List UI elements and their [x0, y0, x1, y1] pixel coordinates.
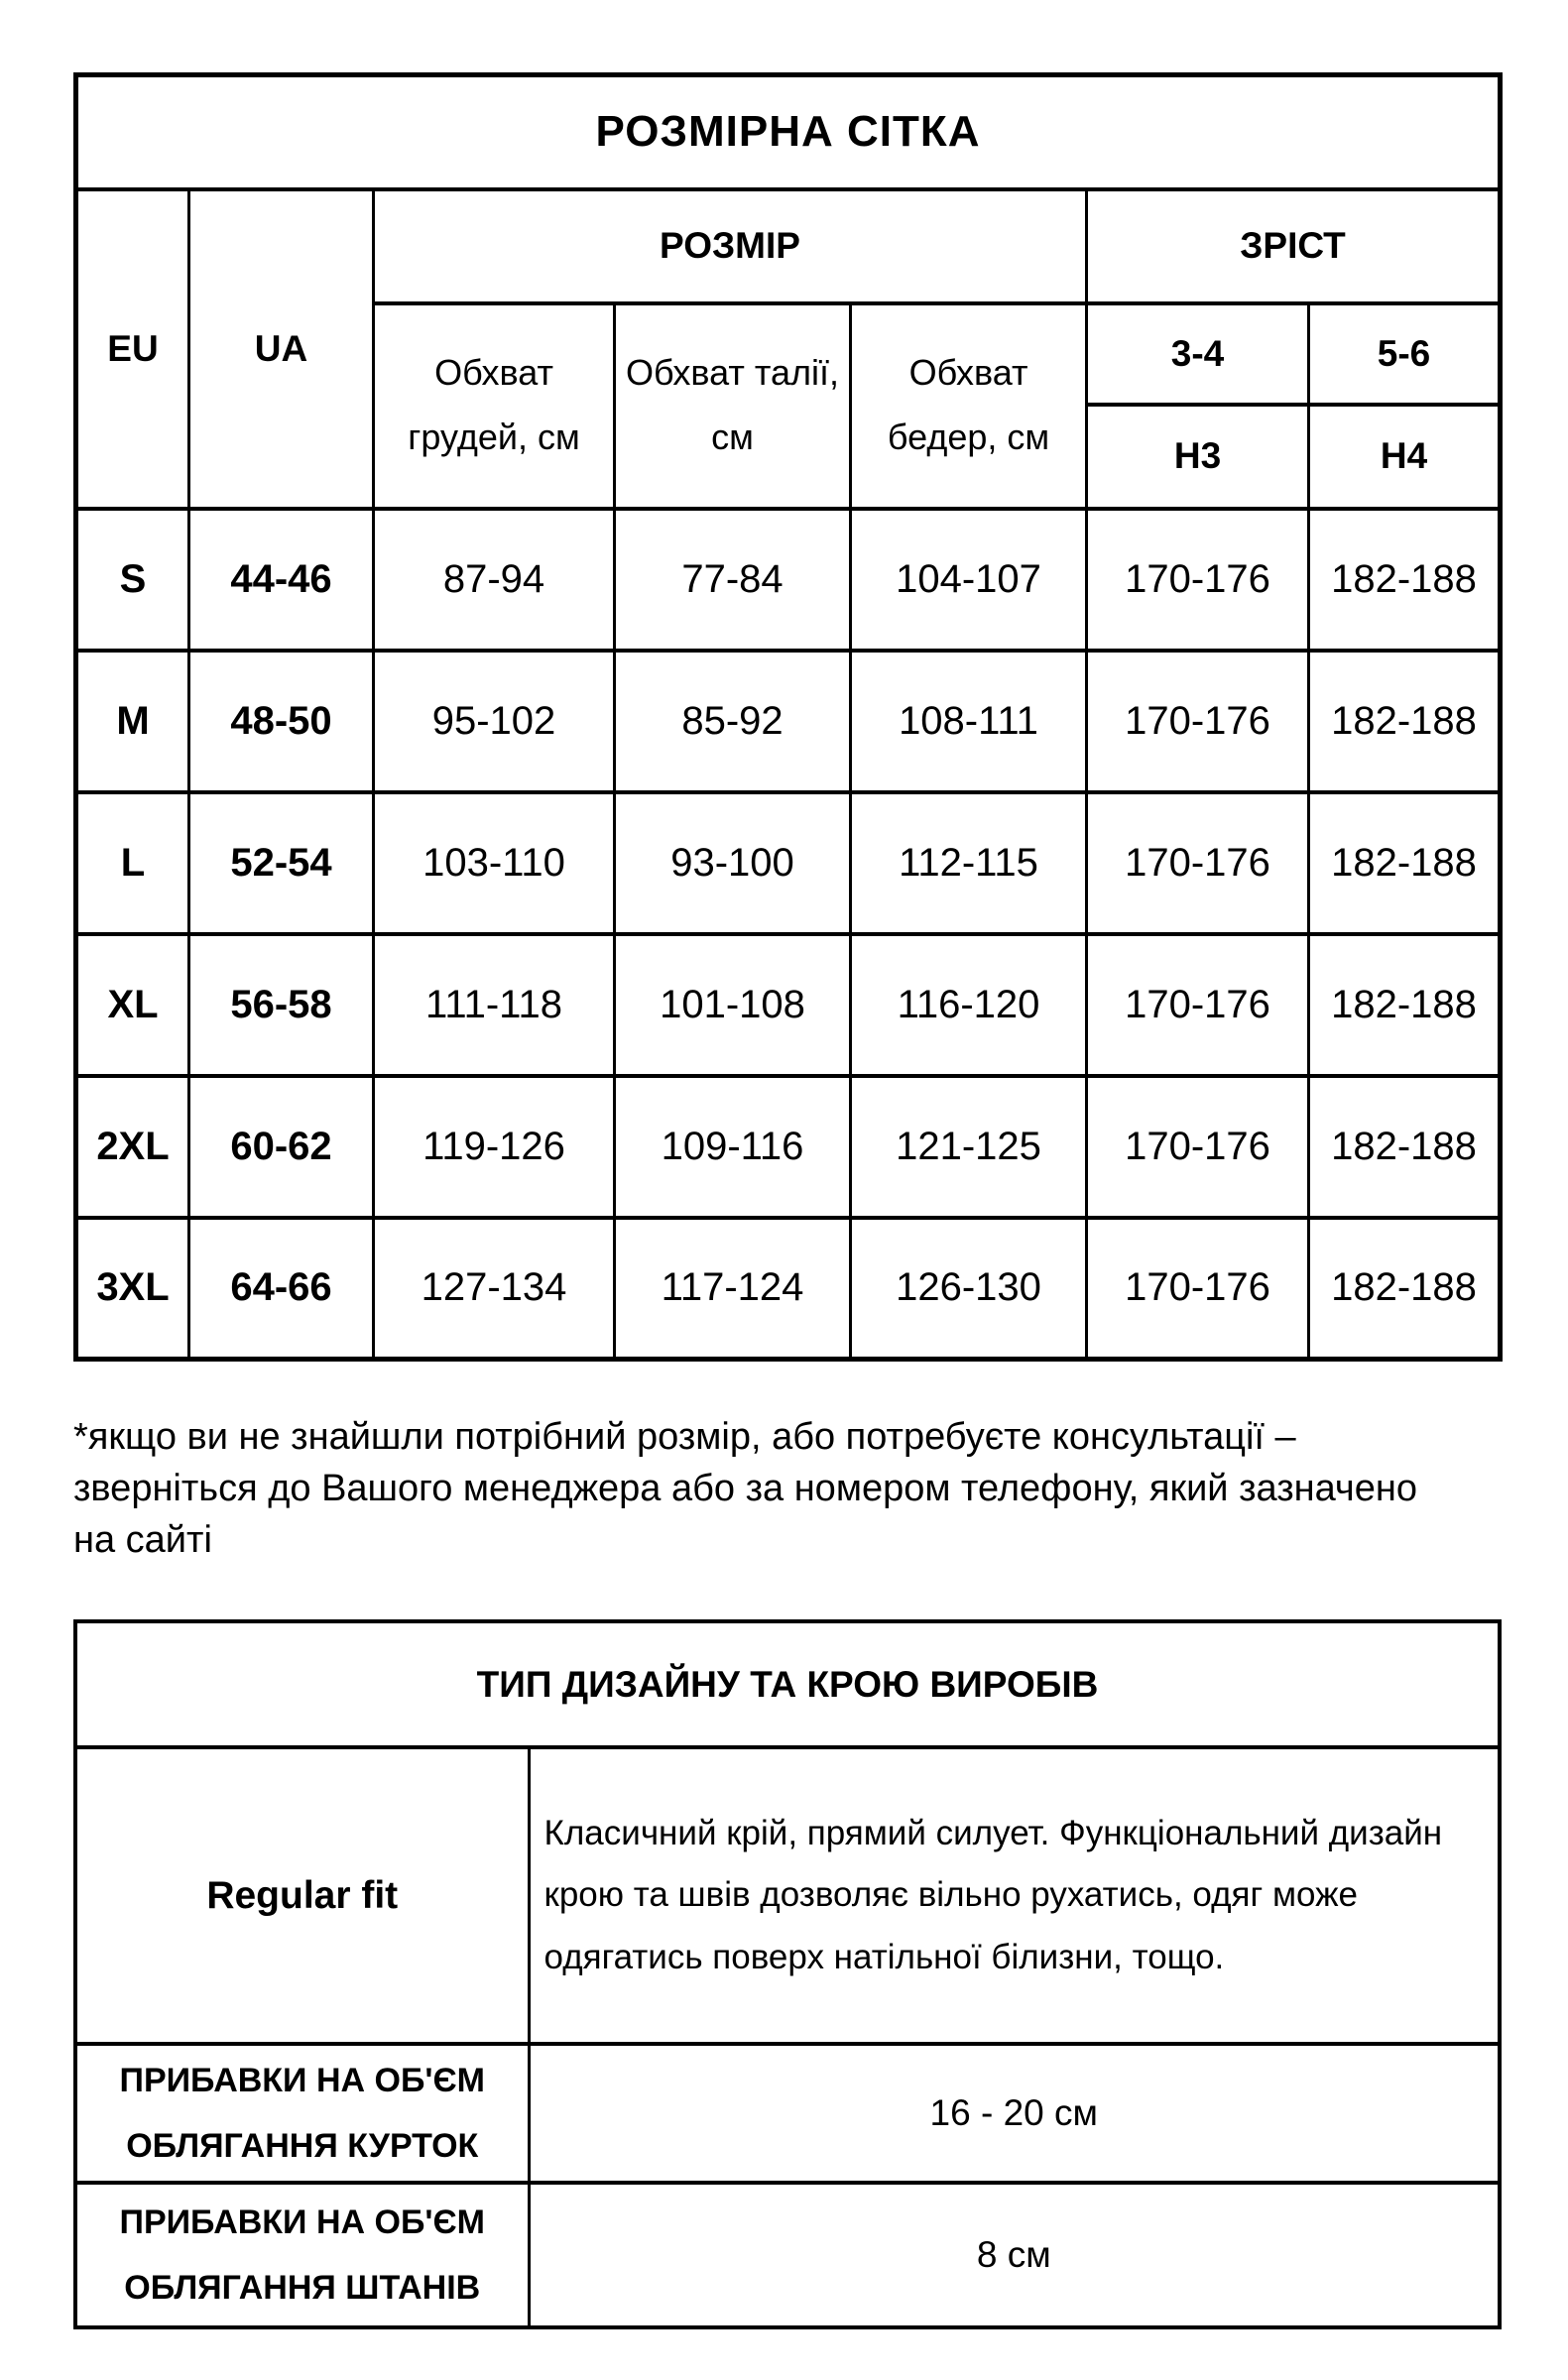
table-row-l [76, 792, 1501, 934]
cell-height-3-4: 170-176 [1087, 509, 1309, 651]
cell-height-3-4: 170-176 [1087, 934, 1309, 1076]
cell-ua: 64-66 [189, 1218, 374, 1360]
col-header-h3: Н3 [1087, 405, 1309, 509]
jackets-allowance-row [75, 2044, 1500, 2183]
size-table [73, 72, 1503, 1362]
cell-eu: 3XL [76, 1218, 189, 1360]
cell-hips: 116-120 [851, 934, 1087, 1076]
cell-waist: 85-92 [615, 651, 851, 792]
pants-allowance-row [75, 2183, 1500, 2327]
col-header-age-5-6: 5-6 [1309, 303, 1501, 405]
cell-eu: L [76, 792, 189, 934]
design-table-title-row [75, 1621, 1500, 1747]
cell-chest: 111-118 [374, 934, 615, 1076]
cell-hips: 126-130 [851, 1218, 1087, 1360]
cell-eu: 2XL [76, 1076, 189, 1218]
cell-waist: 77-84 [615, 509, 851, 651]
cell-waist: 117-124 [615, 1218, 851, 1360]
size-table-title: РОЗМІРНА СІТКА [76, 75, 1501, 189]
cell-ua: 60-62 [189, 1076, 374, 1218]
cell-waist: 101-108 [615, 934, 851, 1076]
size-table-header-row-1 [76, 189, 1501, 303]
cell-height-5-6: 182-188 [1309, 651, 1501, 792]
cell-chest: 87-94 [374, 509, 615, 651]
cell-eu: M [76, 651, 189, 792]
cell-height-3-4: 170-176 [1087, 1076, 1309, 1218]
design-table-title: ТИП ДИЗАЙНУ ТА КРОЮ ВИРОБІВ [75, 1621, 1500, 1747]
cell-height-5-6: 182-188 [1309, 1218, 1501, 1360]
jackets-allowance-label: ПРИБАВКИ НА ОБ'ЄМ ОБЛЯГАННЯ КУРТОК [75, 2044, 529, 2183]
pants-allowance-label: ПРИБАВКИ НА ОБ'ЄМ ОБЛЯГАННЯ ШТАНІВ [75, 2183, 529, 2327]
table-row-3xl [76, 1218, 1501, 1360]
cell-chest: 127-134 [374, 1218, 615, 1360]
cell-waist: 93-100 [615, 792, 851, 934]
pants-allowance-value: 8 см [529, 2183, 1500, 2327]
size-table-title-row [76, 75, 1501, 189]
col-header-waist: Обхват талії, см [615, 303, 851, 509]
footnote: *якщо ви не знайшли потрібний розмір, або потребуєте консультації – зверніться до Вашого менеджера або за номером телефону, який зазначено на сайті [73, 1416, 1417, 1562]
cell-ua: 56-58 [189, 934, 374, 1076]
cell-height-3-4: 170-176 [1087, 1218, 1309, 1360]
cell-hips: 108-111 [851, 651, 1087, 792]
col-header-h4: Н4 [1309, 405, 1501, 509]
cell-hips: 121-125 [851, 1076, 1087, 1218]
col-header-chest: Обхват грудей, см [374, 303, 615, 509]
cell-ua: 52-54 [189, 792, 374, 934]
col-group-height: ЗРІСТ [1087, 189, 1501, 303]
fit-label: Regular fit [75, 1747, 529, 2044]
cell-height-5-6: 182-188 [1309, 1076, 1501, 1218]
regular-fit-row [75, 1747, 1500, 2044]
cell-chest: 103-110 [374, 792, 615, 934]
design-table [73, 1619, 1502, 2329]
col-group-size: РОЗМІР [374, 189, 1087, 303]
table-row-s [76, 509, 1501, 651]
cell-height-3-4: 170-176 [1087, 651, 1309, 792]
cell-hips: 104-107 [851, 509, 1087, 651]
cell-hips: 112-115 [851, 792, 1087, 934]
cell-chest: 119-126 [374, 1076, 615, 1218]
cell-chest: 95-102 [374, 651, 615, 792]
cell-height-5-6: 182-188 [1309, 934, 1501, 1076]
fit-description: Класичний крій, прямий силует. Функціональний дизайн крою та швів дозволяє вільно рухатись, одяг може одягатись поверх натільної білизни, тощо. [529, 1747, 1500, 2044]
table-row-2xl [76, 1076, 1501, 1218]
cell-ua: 48-50 [189, 651, 374, 792]
cell-ua: 44-46 [189, 509, 374, 651]
jackets-allowance-value: 16 - 20 см [529, 2044, 1500, 2183]
col-header-age-3-4: 3-4 [1087, 303, 1309, 405]
cell-eu: XL [76, 934, 189, 1076]
cell-eu: S [76, 509, 189, 651]
col-header-eu: EU [76, 189, 189, 509]
cell-height-5-6: 182-188 [1309, 792, 1501, 934]
cell-waist: 109-116 [615, 1076, 851, 1218]
table-row-xl [76, 934, 1501, 1076]
table-row-m [76, 651, 1501, 792]
cell-height-3-4: 170-176 [1087, 792, 1309, 934]
col-header-hips: Обхват бедер, см [851, 303, 1087, 509]
col-header-ua: UA [189, 189, 374, 509]
cell-height-5-6: 182-188 [1309, 509, 1501, 651]
